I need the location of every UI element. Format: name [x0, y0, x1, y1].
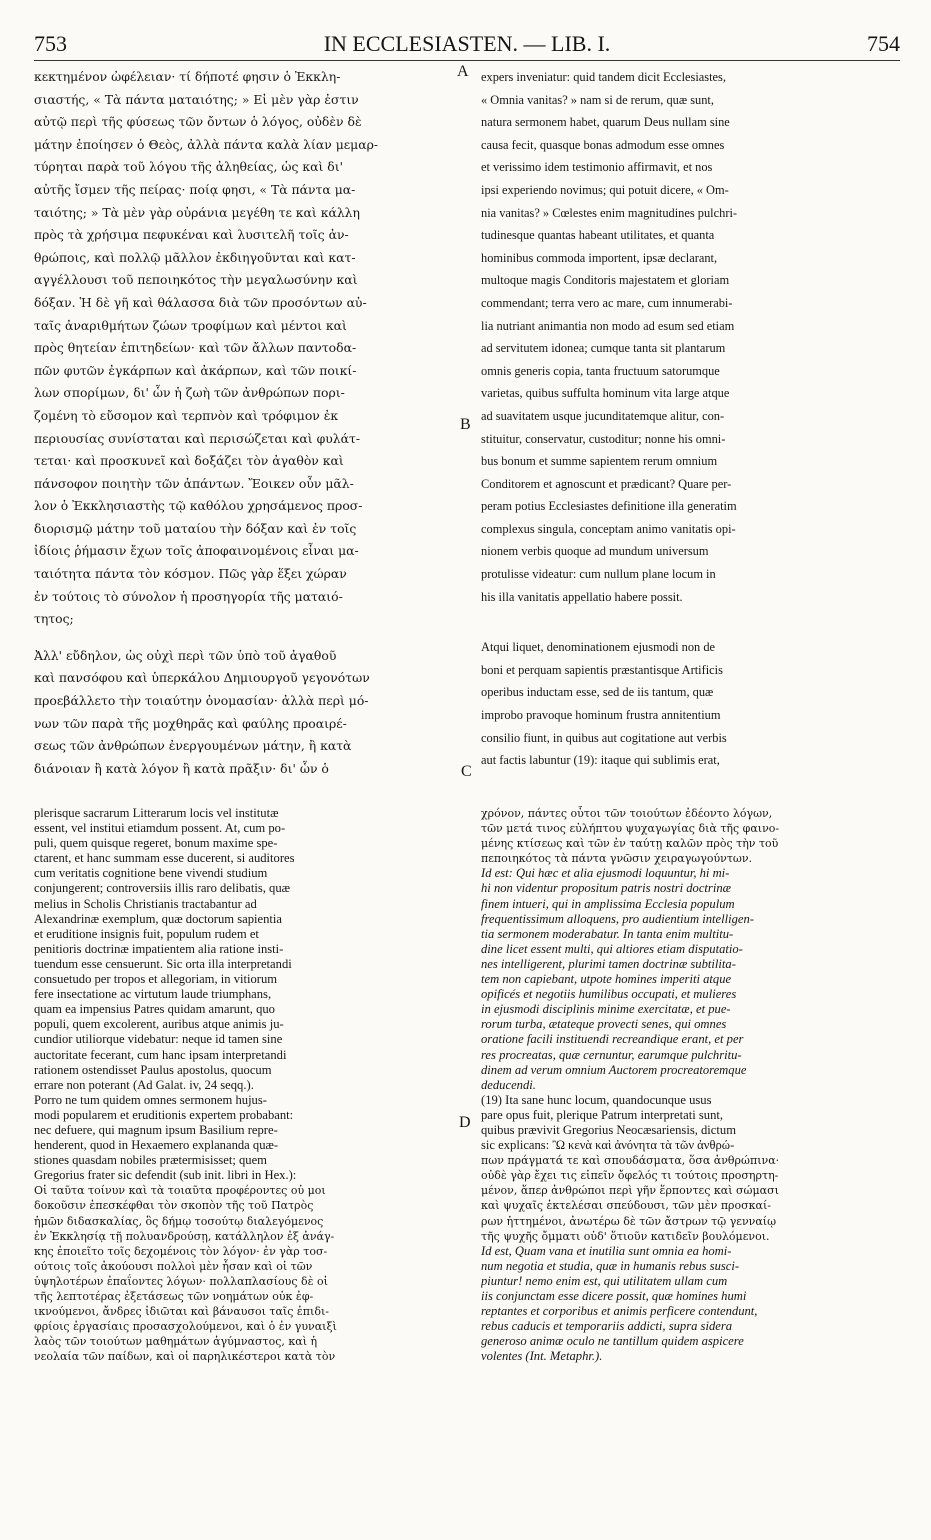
- text-line: rationem ostendisset Paulus apostolus, quocum: [34, 1062, 272, 1077]
- text-line: ctarent, et hanc summam esse ducerent, si auditores: [34, 851, 295, 866]
- margin-letter-b: B: [460, 416, 471, 433]
- text-line: penitioris doctrinæ impatientem alia ratione insti-: [34, 941, 284, 956]
- text-line: natura sermonem habet, quarum Deus nullam sine: [481, 115, 730, 130]
- text-line: iis conjunctam esse dicere possit, quæ homines humi: [481, 1289, 747, 1303]
- text-line: μάτην ἐποίησεν ὁ Θεὸς, ἀλλὰ πάντα καλὰ λίαν μεμαρ-: [34, 136, 379, 152]
- text-line: κης ἐποιεῖτο τοῖς δεχομένοις τὸν λόγον· ἐν γὰρ τοσ-: [34, 1244, 328, 1258]
- text-line: consilio fiunt, in quibus aut cogitatione aut verbis: [481, 730, 727, 745]
- text-line: in ejusmodi disciplinis minime exercitatæ, et pue-: [481, 1002, 731, 1017]
- text-line: volentes (Int. Metaphr.).: [481, 1349, 603, 1364]
- text-line: piuntur! nemo enim est, qui utilitatem ullam cum: [481, 1273, 728, 1288]
- text-line: frequentissimum alloquens, pro audientium intelligen-: [481, 911, 754, 926]
- text-line: ἡμῶν διδασκαλίας, ὃς δήμῳ τοσούτῳ διαλεγόμενος: [34, 1214, 324, 1228]
- text-line: καὶ ψυχαῖς ἐκτελέσαι σπεύδουσι, τῶν μὲν προσκαί-: [481, 1199, 771, 1213]
- text-line: σιαστής, « Τὰ πάντα ματαιότης; » Εἰ μὲν γὰρ ἐστιν: [34, 91, 359, 107]
- text-line: nionem verbis quoque ad mundum universum: [481, 544, 709, 559]
- text-line: ταιότης; » Τὰ μὲν γὰρ οὐράνια μεγέθη τε καὶ κάλλη: [34, 204, 360, 220]
- text-line: deducendi.: [481, 1077, 536, 1092]
- text-line: improbo pravoque hominum frustra annitentium: [481, 708, 721, 723]
- text-line: Atqui liquet, denominationem ejusmodi non de: [481, 640, 716, 655]
- running-header: [34, 30, 900, 58]
- text-line: περιουσίας συνίσταται καὶ περισώζεται καὶ φυλάτ-: [34, 430, 361, 446]
- text-line: nia vanitas? » Cœlestes enim magnitudines pulchri-: [481, 205, 738, 220]
- text-line: reptantes et corporibus et animis perficere contendunt,: [481, 1304, 758, 1319]
- text-line: causa fecit, quasque bonas admodum esse omnes: [481, 137, 725, 152]
- text-line: tia sermonem moderabatur. In tanta enim multitu-: [481, 926, 734, 941]
- text-line: complexus singula, conceptam animo vanitatis opi-: [481, 521, 736, 536]
- text-line: oratione facili instituendi recreandique erant, et per: [481, 1032, 744, 1047]
- text-line: auctoritate fecerant, cum hanc ipsam interpretandi: [34, 1047, 287, 1062]
- text-line: peram potius Ecclesiastes definitione illa generatim: [481, 499, 737, 514]
- page-number-right: 754: [867, 31, 900, 56]
- text-line: populi, quem excolerent, auribus atque animis ju-: [34, 1017, 284, 1032]
- text-line: τῆς λεπτοτέρας ἐξετάσεως τῶν νοημάτων οὐκ ἐφ-: [34, 1290, 314, 1303]
- text-line: tem non capiebant, utpote homines imperiti atque: [481, 972, 732, 987]
- text-line: quam ea impensius Patres quidam amarunt, quo: [34, 1002, 275, 1017]
- text-line: Ἀλλ' εὔδηλον, ὡς οὐχὶ περὶ τῶν ὑπὸ τοῦ ἀγαθοῦ: [34, 647, 337, 663]
- text-line: ταιότητα πάντα τὸν κόσμον. Πῶς γὰρ ἕξει χώραν: [34, 566, 347, 582]
- text-line: stiones quasdam nobiles prætermisisset; quem: [34, 1153, 267, 1168]
- text-line: varietas, quibus suffulta hominum vita large atque: [481, 386, 730, 401]
- text-line: finem intueri, qui in amplissima Ecclesia populum: [481, 896, 735, 911]
- text-line: pare opus fuit, plerique Patrum interpretati sunt,: [481, 1107, 724, 1122]
- text-line: ικνούμενοι, ἄνδρες ἰδιῶται καὶ βάναυσοι ταῖς ἐπιδι-: [34, 1305, 329, 1319]
- text-line: [481, 608, 901, 622]
- text-line: αὐτῷ περὶ τῆς φύσεως τῶν ὄντων ὁ λόγος, οὐδὲν δὲ: [34, 114, 362, 130]
- text-line: sic explicans: Ὢ κενὰ καὶ ἀνόνητα τὰ τῶν ἀνθρώ-: [481, 1138, 735, 1153]
- text-line: οὐδὲ γὰρ ἔχει τις εἰπεῖν ὄφελός τι τούτοις προσηρτη-: [481, 1169, 779, 1183]
- text-line: « Omnia vanitas? » nam si de rerum, quæ sunt,: [481, 92, 714, 107]
- text-line: tudinesque quantas habeant utilitates, et quanta: [481, 228, 715, 243]
- text-line: Porro ne tum quidem omnes sermonem hujus-: [34, 1092, 267, 1107]
- text-line: nes intelligerent, plurimi tamen doctrinæ subtilita-: [481, 956, 736, 971]
- text-line: μένης κτίσεως καὶ τῶν ἐν ταύτῃ καλῶν πρὸς τὴν τοῦ: [481, 837, 779, 851]
- page-number-left: 753: [34, 31, 67, 56]
- text-line: cundior utiliorque videbatur: neque id tamen sine: [34, 1032, 283, 1047]
- text-line: henderent, quod in Hexaemero explananda quæ-: [34, 1138, 279, 1153]
- text-line: res procreatas, quæ cernuntur, earumque pulchritu-: [481, 1047, 742, 1062]
- text-line: ζομένη τὸ εὔσομον καὶ τερπνὸν καὶ τρόφιμον ἐκ: [34, 407, 339, 423]
- text-line: et verissimo idem testimonio affirmavit, et nos: [481, 160, 713, 175]
- text-line: ad suavitatem usque jucunditatemque alitur, con-: [481, 408, 725, 423]
- text-line: generoso animæ oculo ne tantillum quidem aspicere: [481, 1334, 744, 1349]
- text-line: boni et perquam sapientis præstantisque Artificis: [481, 662, 723, 677]
- text-line: διορισμῷ μάτην τοῦ ματαίου τὴν δόξαν καὶ ἐν τοῖς: [34, 520, 357, 536]
- text-line: aut factis labuntur (19): itaque qui sublimis erat,: [481, 753, 720, 768]
- text-line: Gregorius frater sic defendit (sub init. libri in Hex.):: [34, 1168, 297, 1183]
- text-line: plerisque sacrarum Litterarum locis vel institutæ: [34, 806, 279, 820]
- latin-text-column: [481, 66, 901, 772]
- text-line: σεως τῶν ἀνθρώπων ἐνεργουμένων μάτην, ἢ κατὰ: [34, 738, 352, 754]
- text-line: πρὸς θητείαν ἐπιτηδείων· καὶ τῶν ἄλλων παντοδα-: [34, 340, 357, 356]
- text-line: essent, vel institui etiamdum possent. At, cum po-: [34, 821, 286, 836]
- text-line: πάνσοφον ποιητὴν τῶν ἁπάντων. Ἔοικεν οὖν μᾶλ-: [34, 475, 354, 491]
- margin-letter-d: D: [459, 1114, 471, 1131]
- text-line: δόξαν. Ἡ δὲ γῆ καὶ θάλασσα διὰ τῶν προσόντων αὐ-: [34, 294, 367, 310]
- text-line: num negotia et studia, quæ in humanis rebus susci-: [481, 1258, 740, 1273]
- text-line: quibus prævivit Gregorius Neocæsariensis, dictum: [481, 1122, 736, 1137]
- text-line: ούτοις τοῖς ἀκούουσι πολλοὶ μὲν ἦσαν καὶ οἱ τῶν: [34, 1259, 313, 1273]
- text-line: errare non poterant (Ad Galat. iv, 24 seqq.).: [34, 1077, 254, 1092]
- text-line: διάνοιαν ἢ κατὰ λόγον ἢ κατὰ πρᾶξιν· δι' ὧν ὁ: [34, 760, 329, 776]
- text-line: νεολαία τῶν παίδων, καὶ οἱ παρηλικέστεροι κατὰ τὸν: [34, 1350, 336, 1364]
- text-line: Οἱ ταῦτα τοίνυν καὶ τὰ τοιαῦτα προφέροντες οὐ μοι: [34, 1184, 326, 1198]
- text-line: conjungerent; controversiis illis raro delibatis, quæ: [34, 881, 291, 896]
- text-line: πων πράγματά τε καὶ σπουδάσματα, ὅσα ἀνθρώπινα·: [481, 1154, 780, 1168]
- footnote-column-right: [481, 806, 901, 1364]
- text-line: ipsi experiendo novimus; qui potuit dicere, « Om-: [481, 182, 729, 197]
- text-line: ἰδίοις ῥήμασιν ἔχων τοῖς ἀποφαινομένοις εἶναι μα-: [34, 543, 359, 559]
- header-rule: [34, 60, 900, 61]
- text-line: τητος;: [34, 611, 74, 627]
- text-line: fere insectatione ac virtutum laude triumphans,: [34, 987, 272, 1002]
- text-line: puli, quem quisque regeret, bonum maxime spe-: [34, 836, 278, 851]
- text-line: αὐτῆς ἴσμεν τῆς πείρας· ποίᾳ φησι, « Τὰ πάντα μα-: [34, 181, 356, 197]
- text-line: τύρηται παρὰ τοῦ λόγου τῆς ἀληθείας, ὡς καὶ δι': [34, 159, 343, 175]
- text-line: expers inveniatur: quid tandem dicit Ecclesiastes,: [481, 70, 726, 84]
- text-line: χρόνον, πάντες οὗτοι τῶν τοιούτων ἐδέοντο λόγων,: [481, 807, 773, 820]
- text-line: τῶν μετά τινος εὐλήπτου ψυχαγωγίας διὰ τῆς φαινο-: [481, 822, 780, 836]
- text-line: Id est: Qui hæc et alia ejusmodi loquuntur, hi mi-: [481, 866, 730, 881]
- text-line: Alexandrinæ exemplum, quæ doctorum sapientia: [34, 911, 282, 926]
- text-line: ad servitutem idonea; cumque tanta sit plantarum: [481, 341, 726, 356]
- text-line: λον ὁ Ἐκκλησιαστὴς τῷ καθόλου χρησάμενος προσ-: [34, 498, 363, 514]
- text-line: μένον, ἅπερ ἀνθρώποι περὶ γῆν ἕρποντες καὶ σώμασι: [481, 1184, 779, 1198]
- greek-text-column: [34, 66, 460, 780]
- text-line: λαὸς τῶν τοιούτων μαθημάτων ἀγύμναστος, καὶ ἡ: [34, 1335, 318, 1349]
- text-line: λων σπορίμων, δι' ὧν ἡ ζωὴ τῶν ἀνθρώπων πορι-: [34, 385, 345, 401]
- margin-letter-a: A: [457, 63, 469, 80]
- text-line: protulisse videatur: cum nullum plane locum in: [481, 567, 716, 582]
- margin-letter-c: C: [461, 763, 472, 780]
- text-line: stituitur, conservatur, custoditur; nonne his omni-: [481, 431, 726, 446]
- text-line: πῶν φυτῶν ἐγκάρπων καὶ ἀκάρπων, καὶ τῶν ποικί-: [34, 362, 357, 378]
- text-line: πεποιηκότος τὰ πάντα γνῶσιν χειραγωγούντων.: [481, 852, 753, 866]
- footnote-column-left: [34, 806, 460, 1364]
- text-line: dine licet essent multi, qui altiores etiam disputatio-: [481, 941, 743, 956]
- text-line: hi non videntur propositum patris nostri doctrinæ: [481, 881, 732, 896]
- text-line: omnis generis copia, tanta fructuum satorumque: [481, 363, 720, 378]
- text-line: nec defuere, qui magnum ipsum Basilium repre-: [34, 1122, 278, 1137]
- text-line: θρώποις, καὶ πολλῷ μᾶλλον ἐκδιηγοῦνται καὶ κατ-: [34, 249, 356, 265]
- text-line: dinem ad verum omnium Auctorem procreatoremque: [481, 1062, 747, 1077]
- text-line: Id est, Quam vana et inutilia sunt omnia ea homi-: [481, 1243, 732, 1258]
- text-line: φρίοις ἐργασίαις προσασχολούμενοι, καὶ ὁ ἐν γυναιξὶ: [34, 1320, 337, 1334]
- text-line: lia nutriant animantia non modo ad esum sed etiam: [481, 318, 735, 333]
- text-line: ρων ἡττημένοι, ἀνωτέρω δὲ τῶν ἄστρων τῷ γενναίῳ: [481, 1214, 777, 1228]
- text-line: operibus inductam esse, sed de iis tantum, quæ: [481, 685, 714, 700]
- text-line: δοκοῦσιν ἐπεσκέφθαι τὸν σκοπὸν τῆς τοῦ Πατρὸς: [34, 1199, 314, 1213]
- text-line: rebus caducis et temporariis addicti, supra sidera: [481, 1319, 733, 1334]
- text-line: tuendum esse censuerunt. Sic orta illa interpretandi: [34, 956, 292, 971]
- text-line: τῆς ψυχῆς ὄμματι οὐδ' ὅτιοῦν κατιδεῖν βουλόμενοι.: [481, 1229, 770, 1243]
- text-line: καὶ πανσόφου καὶ ὑπερκάλου Δημιουργοῦ γεγονότων: [34, 670, 370, 686]
- text-line: ἐν τούτοις τὸ σύνολον ἡ προσηγορία τῆς ματαιό-: [34, 588, 343, 604]
- text-line: bus bonum et summe sapientem rerum omnium: [481, 454, 718, 469]
- text-line: ὑψηλοτέρων ἐπαΐοντες λόγων· πολλαπλασίους δὲ οἱ: [34, 1274, 328, 1288]
- text-line: opificés et negotiis humilibus occupati, et mulieres: [481, 987, 737, 1002]
- text-line: consuetudo per tropos et allegoriam, in vitiorum: [34, 972, 278, 987]
- text-line: κεκτημένον ὠφέλειαν· τί δήποτέ φησιν ὁ Ἐκκλη-: [34, 69, 341, 84]
- text-line: commendant; terra vero ac mare, cum innumerabi-: [481, 295, 733, 310]
- text-line: νων τῶν παρὰ τῆς μοχθηρᾶς καὶ φαύλης προαιρέ-: [34, 715, 347, 731]
- text-line: [34, 631, 460, 645]
- text-line: (19) Ita sane hunc locum, quandocunque usus: [481, 1092, 712, 1107]
- text-line: αγγέλλουσι τοῦ πεποιηκότος τὴν μεγαλωσύνην καὶ: [34, 272, 358, 288]
- text-line: modi popularem et eruditionis expertem probabant:: [34, 1107, 294, 1122]
- text-line: multoque magis Conditoris majestatem et gloriam: [481, 273, 730, 288]
- text-line: ἐν Ἐκκλησίᾳ τῇ πολυανδρούσῃ, κατάλληλον ἐξ ἀνάγ-: [34, 1229, 335, 1243]
- text-line: et eruditione insignis fuit, populum rudem et: [34, 926, 259, 941]
- running-title: IN ECCLESIASTEN. — LIB. I.: [323, 31, 611, 56]
- text-line: cum veritatis cognitione bene vivendi studium: [34, 866, 268, 881]
- text-line: πρὸς τὰ χρήσιμα πεφυκέναι καὶ λυσιτελῆ τοῖς ἀν-: [34, 227, 349, 243]
- text-line: his illa vanitatis appellatio habere possit.: [481, 589, 683, 604]
- text-line: τεται· καὶ προσκυνεῖ καὶ δοξάζει τὸν ἀγαθὸν καὶ: [34, 453, 344, 469]
- text-line: melius in Scholis Christianis tractabantur ad: [34, 896, 257, 911]
- text-line: rorum turba, ætateque provecti senes, qui omnes: [481, 1017, 727, 1032]
- text-line: [481, 622, 901, 636]
- text-line: hominibus commoda importent, ipsæ declarant,: [481, 250, 718, 265]
- text-line: προεβάλλετο τὴν τοιαύτην ὀνομασίαν· ἀλλὰ περὶ μό-: [34, 693, 369, 709]
- text-line: Conditorem et agnoscunt et prædicant? Quare per-: [481, 476, 732, 491]
- text-line: ταῖς ἀναριθμήτων ζώων τροφίμων καὶ μέντοι καὶ: [34, 317, 347, 333]
